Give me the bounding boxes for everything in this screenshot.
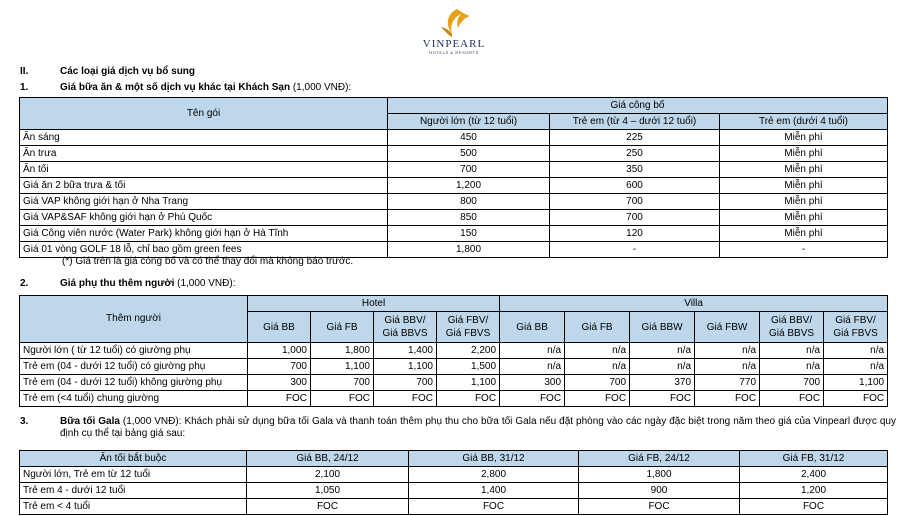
cell: 2,800 [409,467,579,483]
cell: 1,100 [311,359,374,375]
item1-title: Giá bữa ăn & một số dịch vụ khác tại Khách Sạn [60,82,291,93]
cell: n/a [630,359,695,375]
col-header: Giá BBV/ Giá BBVS [374,312,437,343]
col-header: Giá BB [248,312,311,343]
cell: 1,200 [740,483,888,499]
cell: FOC [824,391,888,407]
table-row [20,343,888,359]
item3-title: Bữa tối Gala [60,416,120,427]
infant-price: Miễn phí [720,130,888,146]
item3-paragraph [60,416,896,440]
package-name: Giá Công viên nước (Water Park) không giới hạn ở Hà Tĩnh [20,226,388,242]
adult-price: 500 [388,146,550,162]
header-published-price: Giá công bố [388,98,888,114]
item2-unit: (1,000 VNĐ): [174,278,236,289]
infant-price: Miễn phí [720,194,888,210]
cell: FOC [630,391,695,407]
table-row [20,210,888,226]
adult-price: 850 [388,210,550,226]
cell: FOC [374,391,437,407]
table-row [20,391,888,407]
cell: FOC [437,391,500,407]
item2-title: Giá phụ thu thêm người [60,278,175,289]
row-label: Người lớn ( từ 12 tuổi) có giường phụ [20,343,248,359]
item1-heading [60,82,351,93]
cell: FOC [500,391,565,407]
table-row [20,162,888,178]
cell: n/a [695,359,760,375]
vinpearl-logo [418,8,490,55]
table-row [20,146,888,162]
cell: 1,500 [437,359,500,375]
col-header: Giá BBV/ Giá BBVS [760,312,824,343]
infant-price: - [720,242,888,258]
infant-price: Miễn phí [720,162,888,178]
child-price: 700 [550,210,720,226]
cell: FOC [579,499,740,515]
cell: 2,100 [247,467,409,483]
cell: FOC [409,499,579,515]
cell: n/a [760,359,824,375]
row-label: Trẻ em < 4 tuổi [20,499,247,515]
section-title: Các loại giá dịch vụ bổ sung [60,66,196,77]
package-name: Giá 01 vòng GOLF 18 lỗ, chỉ bao gồm green fees [20,242,388,258]
cell: 1,100 [437,375,500,391]
phoenix-icon [437,8,471,38]
infant-price: Miễn phí [720,226,888,242]
col-header: Giá FBV/ Giá FBVS [437,312,500,343]
table-row [20,226,888,242]
infant-price: Miễn phí [720,210,888,226]
gala-dinner-table [19,450,888,515]
table-row [20,178,888,194]
item3-text: (1,000 VNĐ): Khách phải sử dụng bữa tối Gala và thanh toán thêm phụ thu cho bữa tối Gala nếu đặt phòng vào các ngày đặc biệt trong năm theo giá của Vinpearl được quy định cụ thể tại bảng giá sau: [60,416,896,439]
infant-price: Miễn phí [720,178,888,194]
adult-price: 1,200 [388,178,550,194]
cell: FOC [760,391,824,407]
child-price: 225 [550,130,720,146]
col-header: Giá FB [565,312,630,343]
cell: n/a [695,343,760,359]
cell: 300 [500,375,565,391]
adult-price: 450 [388,130,550,146]
header-hotel: Hotel [248,296,500,312]
section-number: II. [20,66,29,77]
table-row [20,499,888,515]
cell: 300 [248,375,311,391]
header-adult: Người lớn (từ 12 tuổi) [388,114,550,130]
cell: n/a [500,359,565,375]
package-name: Giá VAP không giới hạn ở Nha Trang [20,194,388,210]
header-villa: Villa [500,296,888,312]
cell: FOC [247,499,409,515]
cell: 1,000 [248,343,311,359]
cell: 2,400 [740,467,888,483]
cell: n/a [824,343,888,359]
col-header: Giá BB, 24/12 [247,451,409,467]
cell: 370 [630,375,695,391]
col-header: Giá FB, 24/12 [579,451,740,467]
cell: 1,800 [311,343,374,359]
header-infant: Trẻ em (dưới 4 tuổi) [720,114,888,130]
item2-heading [60,278,235,289]
col-header: Giá BB, 31/12 [409,451,579,467]
cell: n/a [760,343,824,359]
cell: n/a [565,343,630,359]
cell: 770 [695,375,760,391]
table-row [20,483,888,499]
child-price: 350 [550,162,720,178]
col-header: Giá BB [500,312,565,343]
adult-price: 1,800 [388,242,550,258]
child-price: 700 [550,194,720,210]
header-package-name: Tên gói [20,98,388,130]
row-label: Trẻ em (<4 tuổi) chung giường [20,391,248,407]
row-label: Trẻ em (04 - dưới 12 tuổi) không giường phụ [20,375,248,391]
cell: FOC [740,499,888,515]
table-row [20,194,888,210]
cell: FOC [248,391,311,407]
adult-price: 150 [388,226,550,242]
cell: n/a [500,343,565,359]
extra-person-table [19,295,888,407]
child-price: 600 [550,178,720,194]
cell: 700 [760,375,824,391]
cell: 700 [311,375,374,391]
col-header: Ăn tối bắt buộc [20,451,247,467]
adult-price: 700 [388,162,550,178]
table-row [20,467,888,483]
row-label: Trẻ em (04 - dưới 12 tuổi) có giường phụ [20,359,248,375]
col-header: Giá FBW [695,312,760,343]
item2-number: 2. [20,278,29,289]
col-header: Giá FB [311,312,374,343]
cell: 1,400 [409,483,579,499]
cell: 1,100 [374,359,437,375]
cell: FOC [695,391,760,407]
cell: n/a [630,343,695,359]
col-header: Giá FB, 31/12 [740,451,888,467]
item1-number: 1. [20,82,29,93]
package-name: Ăn sáng [20,130,388,146]
row-label: Người lớn, Trẻ em từ 12 tuổi [20,467,247,483]
meals-price-table [19,97,888,258]
cell: n/a [565,359,630,375]
cell: 1,050 [247,483,409,499]
item1-unit: (1,000 VNĐ): [290,82,352,93]
cell: 1,400 [374,343,437,359]
brand-tagline: HOTELS & RESORTS [429,50,479,55]
brand-name: VINPEARL [422,38,486,50]
cell: 1,800 [579,467,740,483]
header-extra-person: Thêm người [20,296,248,343]
package-name: Giá ăn 2 bữa trưa & tối [20,178,388,194]
child-price: 120 [550,226,720,242]
package-name: Ăn tối [20,162,388,178]
price-note: (*) Giá trên là giá công bố và có thể thay đổi mà không báo trước. [62,256,354,267]
row-label: Trẻ em 4 - dưới 12 tuổi [20,483,247,499]
col-header: Giá FBV/ Giá FBVS [824,312,888,343]
cell: 900 [579,483,740,499]
cell: 2,200 [437,343,500,359]
cell: 1,100 [824,375,888,391]
cell: 700 [565,375,630,391]
table-row [20,130,888,146]
table-row [20,375,888,391]
child-price: - [550,242,720,258]
cell: 700 [374,375,437,391]
cell: FOC [565,391,630,407]
col-header: Giá BBW [630,312,695,343]
child-price: 250 [550,146,720,162]
cell: 700 [248,359,311,375]
item3-number: 3. [20,416,29,427]
infant-price: Miễn phí [720,146,888,162]
cell: n/a [824,359,888,375]
adult-price: 800 [388,194,550,210]
header-child: Trẻ em (từ 4 – dưới 12 tuổi) [550,114,720,130]
table-row [20,359,888,375]
package-name: Ăn trưa [20,146,388,162]
package-name: Giá VAP&SAF không giới hạn ở Phú Quốc [20,210,388,226]
cell: FOC [311,391,374,407]
